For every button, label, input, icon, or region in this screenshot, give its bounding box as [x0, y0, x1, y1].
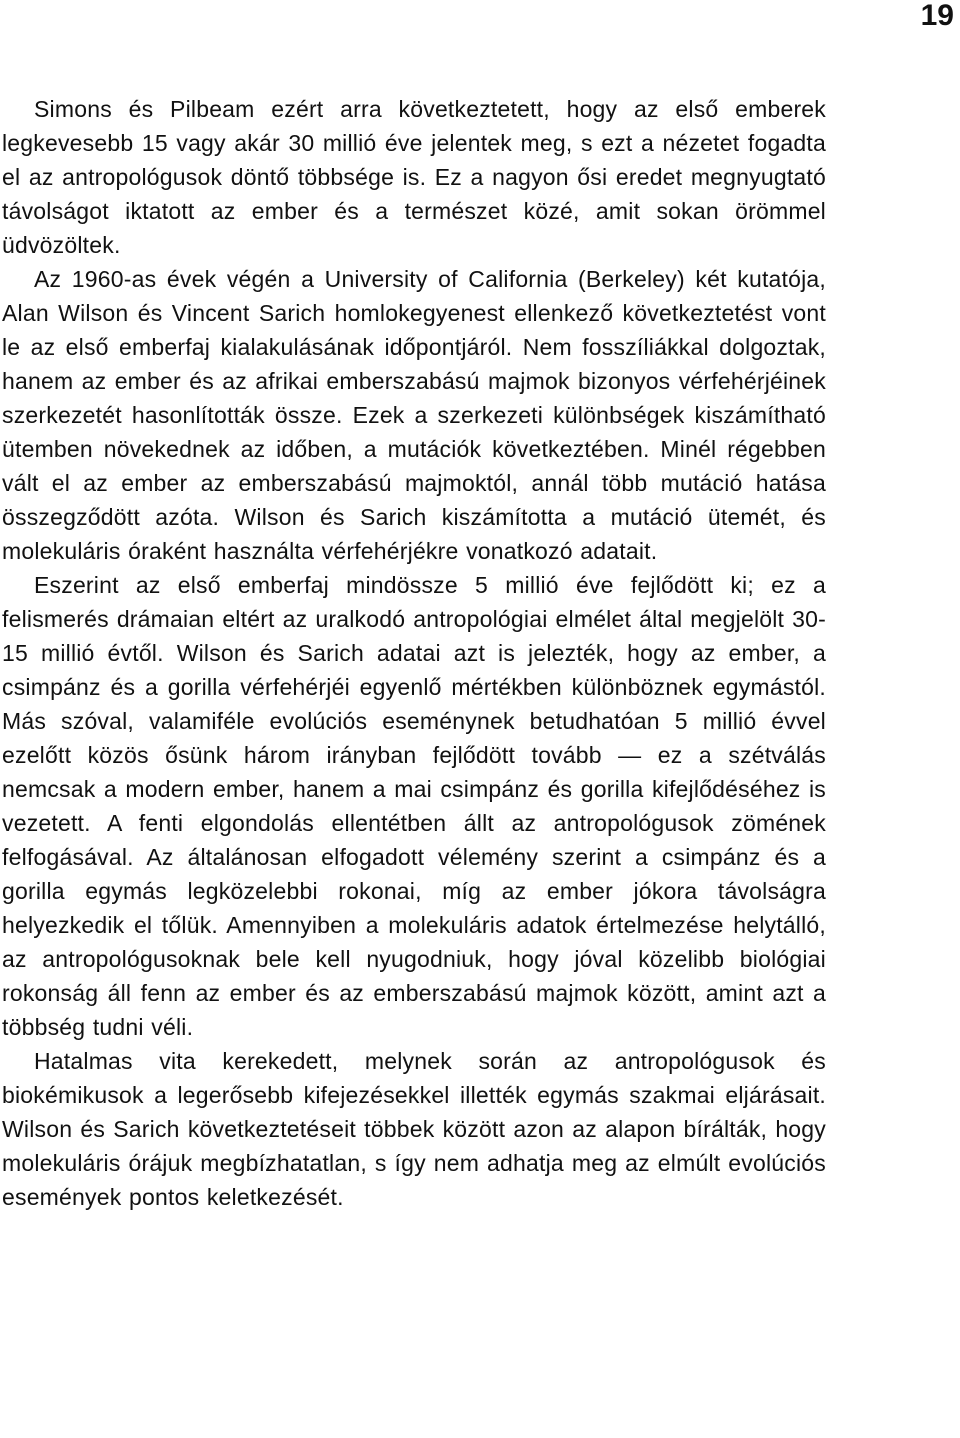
page-number: 19: [920, 0, 954, 32]
paragraph: Az 1960-as évek végén a University of California (Berkeley) két kutatója, Alan Wilson és Vincent Sarich homlokegyenest ellenkező következtetést vont le az első emberfaj kialakulásának időpontjáról. Nem fosszíliákkal dolgoztak, hanem az ember és az afrikai emberszabású majmok bizonyos vérfehérjéinek szerkezetét hasonlították össze. Ezek a szerkezeti különbségek kiszámítható ütemben növekednek az időben, a mutációk következtében. Minél régebben vált el az ember az emberszabású majmoktól, annál több mutáció hatása összegződött azóta. Wilson és Sarich kiszámította a mutáció ütemét, és molekuláris óraként használta vérfehérjékre vonatkozó adatait.: [2, 266, 826, 564]
paragraph: Hatalmas vita kerekedett, melynek során az antropológusok és biokémikusok a legerősebb kifejezésekkel illették egymás szakmai eljárásait. Wilson és Sarich következtetéseit többek között azon az alapon bírálták, hogy molekuláris órájuk megbízhatatlan, s így nem adhatja meg az elmúlt evolúciós események pontos keletkezését.: [2, 1048, 826, 1210]
paragraph: Simons és Pilbeam ezért arra következtetett, hogy az első emberek legkevesebb 15 vagy akár 30 millió éve jelentek meg, s ezt a nézetet fogadta el az antropológusok döntő többsége is. Ez a nagyon ősi eredet megnyugtató távolságot iktatott az ember és a természet közé, amit sokan örömmel üdvözöltek.: [2, 96, 826, 258]
document-body: [2, 92, 826, 1214]
paragraph: Eszerint az első emberfaj mindössze 5 millió éve fejlődött ki; ez a felismerés drámaian eltért az uralkodó antropológiai elmélet által megjelölt 30-15 millió évtől. Wilson és Sarich adatai azt is jelezték, hogy az ember, a csimpánz és a gorilla vérfehérjéi egyenlő mértékben különböznek egymástól. Más szóval, valamiféle evolúciós eseménynek betudhatóan 5 millió évvel ezelőtt közös ősünk három irányban fejlődött tovább — ez a szétválás nemcsak a modern ember, hanem a mai csimpánz és gorilla kifejlődéséhez is vezetett. A fenti elgondolás ellentétben állt az antropológusok zömének felfogásával. Az általánosan elfogadott vélemény szerint a csimpánz és a gorilla egymás legközelebbi rokonai, míg az ember jókora távolságra helyezkedik el tőlük. Amennyiben a molekuláris adatok értelmezése helytálló, az antropológusoknak bele kell nyugodniuk, hogy jóval közelibb biológiai rokonság áll fenn az ember és az emberszabású majmok között, amint azt a többség tudni véli.: [2, 572, 826, 1040]
